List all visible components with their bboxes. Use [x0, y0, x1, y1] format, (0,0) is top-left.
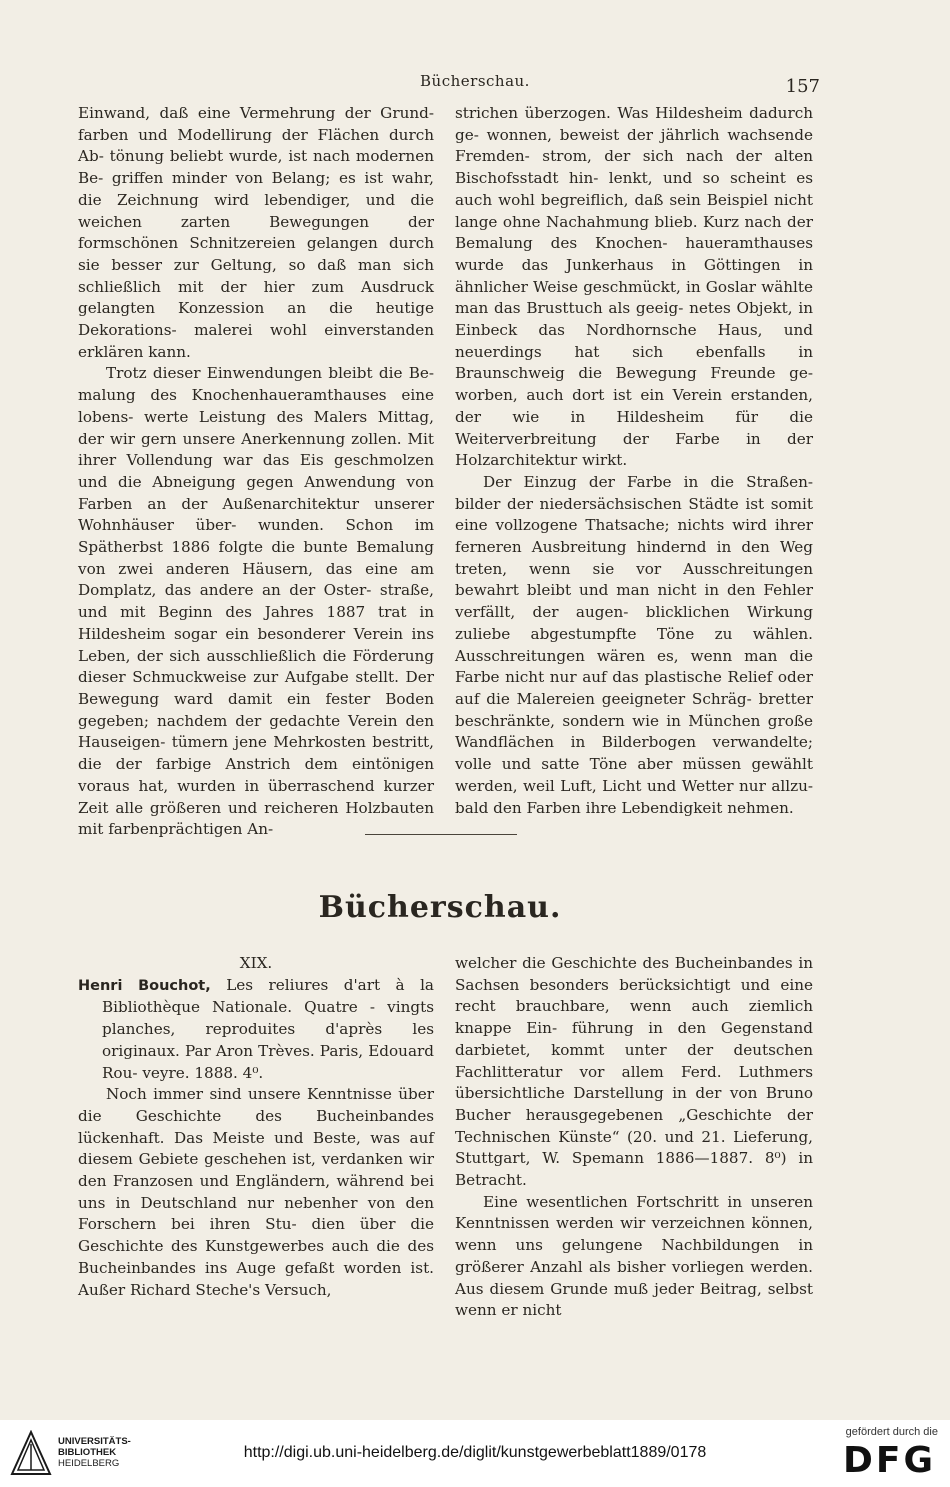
paragraph: strichen überzogen. Was Hildesheim dadurch ge- wonnen, beweist der jährlich wachsende Fremden- strom, der sich nach der alten Bischofsstadt hin- lenkt, und so scheint es auch wohl begreiflich, daß sein Beispiel nicht lange ohne Nachahmung blieb. Kurz nach der Bemalung des Knochen- haueramthauses wurde das Junkerhaus in Göttingen in ähnlicher Weise geschmückt, in Goslar wählte man das Brusttuch als geeig- netes Objekt, in Einbeck das Nordhornsche Haus, und neuerdings hat sich ebenfalls in Braunschweig die Bewegung Freunde ge- worben, auch dort ist ein Verein erstanden, der wie in Hildesheim für die Weiterverbreitung der Farbe in der Holzarchitektur wirkt. [455, 104, 813, 470]
dfg-logo: DFG [842, 1440, 936, 1481]
paragraph: Einwand, daß eine Vermehrung der Grund- farben und Modellirung der Flächen durch Ab- tönung beliebt wurde, ist nach modernen Be- griffen minder von Belang; es ist wahr, die Zeichnung wird lebendiger, und die weichen zarten Bewegungen der formschönen Schnitzereien gelangen durch sie besser zur Geltung, so daß man sich schließlich mit der hier zum Ausdruck gelangten Konzession an die heutige Dekorations- malerei wohl einverstanden erklären kann. [78, 104, 434, 361]
paragraph: Noch immer sind unsere Kenntnisse über die Geschichte des Bucheinbandes lückenhaft. Das Meiste und Beste, was auf diesem Gebiete geschehen ist, verdanken wir den Franzosen und Engländern, während bei uns in Deutschland nur nebenher von den Forschern bei ihren Stu- dien über die Geschichte des Kunstgewerbes auch die des Bucheinbandes ins Auge gefaßt worden ist. Außer Richard Steche's Versuch, [78, 1085, 434, 1299]
review-number: XIX. [239, 954, 273, 972]
column-top-left [78, 103, 434, 841]
paragraph: Der Einzug der Farbe in die Straßen- bilder der niedersächsischen Städte ist somit eine vollzogene Thatsache; nichts wird ihrer ferneren Ausbreitung hindernd in den Weg treten, wenn sie vor Ausschreitungen bewahrt bleibt und man nicht in den Fehler verfällt, der augen- blicklichen Wirkung zuliebe abgestumpfte Töne zu wählen. Ausschreitungen wären es, wenn man die Farbe nicht nur auf das plastische Relief oder auf die Malereien geeigneter Schräg- bretter beschränkte, sondern wie in München große Wandflächen in Bilderbogen verwandelte; volle und satte Töne aber müssen gewählt werden, weil Luft, Licht und Wetter nur allzu- bald den Farben ihre Lebendigkeit nehmen. [455, 472, 813, 817]
column-top-right [455, 103, 813, 819]
funding-label: gefördert durch die [845, 1426, 938, 1438]
paragraph: Eine wesentlichen Fortschritt in unseren Kenntnissen werden wir verzeichnen können, wenn uns gelungene Nachbildungen in größerer Anzahl als bisher vorliegen werden. Aus diesem Grunde muß jeder Beitrag, selbst wenn er nicht [455, 1192, 813, 1320]
section-title: Bücherschau. [318, 890, 562, 925]
library-name: UNIVERSITÄTS- BIBLIOTHEK HEIDELBERG [58, 1436, 131, 1469]
viewer-footer [0, 1420, 950, 1487]
book-details: Les reliures d'art à la Bibliothèque Nationale. Quatre - vingts planches, reproduites d'après les originaux. Par Aron Trèves. Paris, Edouard Rou- veyre. 1888. 4⁰. [102, 975, 434, 1082]
running-head: Bücherschau. [420, 72, 530, 90]
column-bottom-right [455, 953, 813, 1322]
book-author: Henri Bouchot, [78, 977, 211, 994]
permalink-url[interactable]: http://digi.ub.uni-heidelberg.de/diglit/kunstgewerbeblatt1889/0178 [243, 1444, 707, 1461]
column-bottom-left [78, 953, 434, 1301]
page-number: 157 [785, 76, 820, 97]
paragraph: welcher die Geschichte des Bucheinbandes in Sachsen besonders berücksichtigt und eine recht brauchbare, wenn auch ziemlich knappe Ein- führung in den Gegenstand darbietet, kommt unter der deutschen Fachlitteratur vor allem Ferd. Luthmers übersichtliche Darstellung in der von Bruno Bucher herausgegebenen „Geschichte der Technischen Künste“ (20. und 21. Lieferung, Stuttgart, W. Spemann 1886—1887. 8⁰) in Betracht. [455, 954, 813, 1190]
section-divider [365, 834, 517, 835]
paragraph: Trotz dieser Einwendungen bleibt die Be- malung des Knochenhaueramthauses eine lobens- werte Leistung des Malers Mittag, der wir gern unsere Anerkennung zollen. Mit ihrer Vollendung war das Eis geschmolzen und die Abneigung gegen Anwendung von Farben an der Außenarchitektur unserer Wohnhäuser über- wunden. Schon im Spätherbst 1886 folgte die bunte Bemalung von zwei anderen Häusern, das eine am Domplatz, das andere an der Oster- straße, und mit Beginn des Jahres 1887 trat in Hildesheim sogar ein besonderer Verein ins Leben, der sich ausschließlich die Förderung dieser Schmuckweise zur Aufgabe stellt. Der Bewegung ward damit ein fester Boden gegeben; nachdem der gedachte Verein den Hauseigen- tümern jene Mehrkosten bestritt, die der farbige Anstrich dem eintönigen voraus hat, wurden in überraschend kurzer Zeit alle größeren und reicheren Holzbauten mit farbenprächtigen An- [78, 364, 434, 839]
bibliographic-entry [78, 975, 434, 1085]
